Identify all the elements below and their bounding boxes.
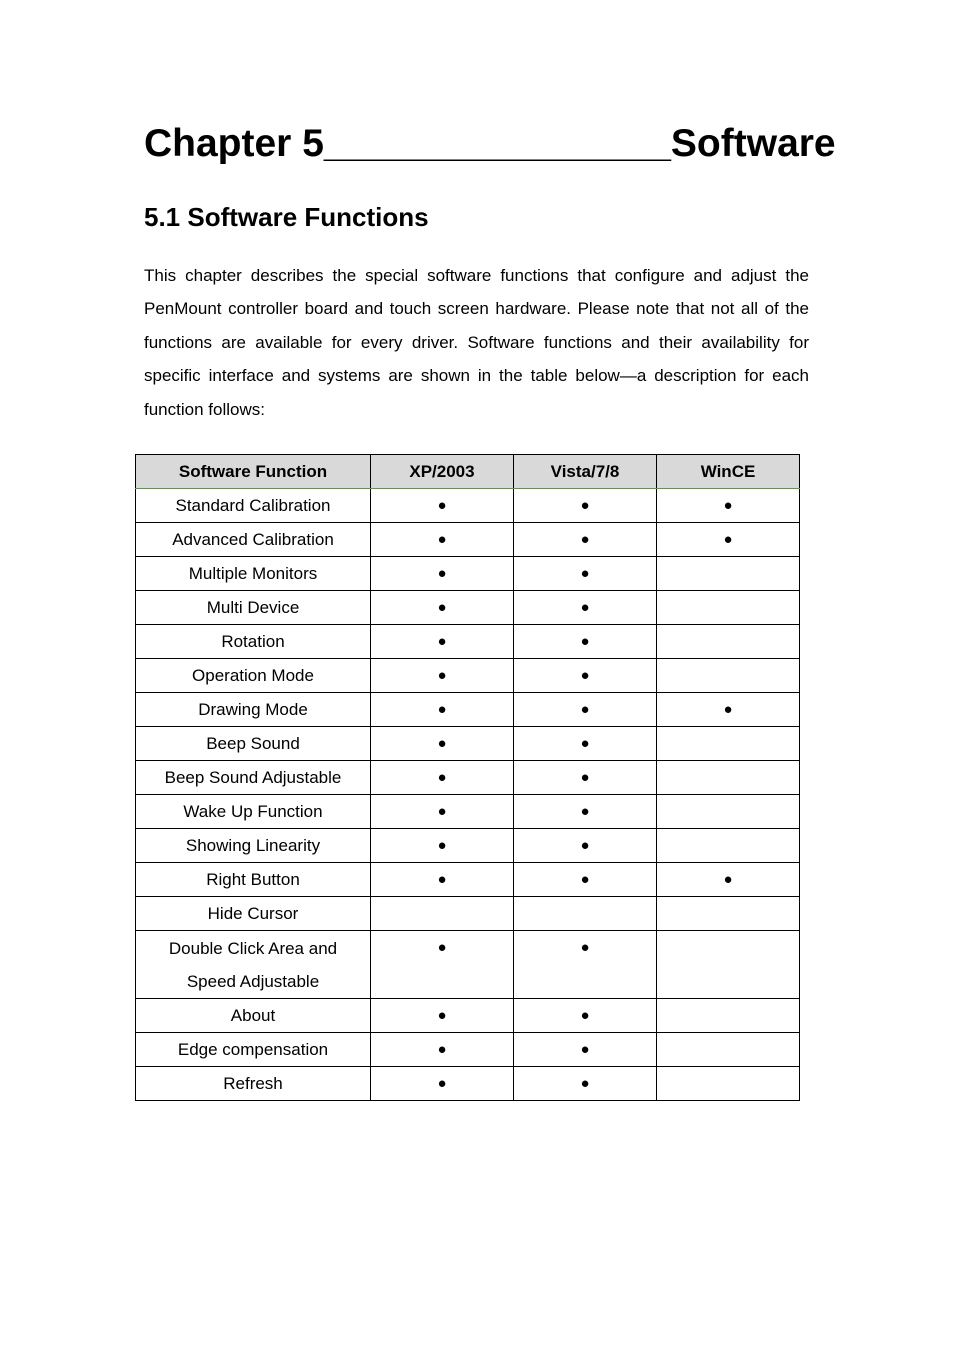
xp-support-mark: ● [371,1033,514,1067]
xp-support-mark [371,897,514,931]
xp-support-mark: ● [371,625,514,659]
vista-support-mark: ● [514,931,657,999]
function-name: Edge compensation [136,1033,371,1067]
wince-support-mark: ● [657,863,800,897]
table-row [136,727,800,761]
function-name: Right Button [136,863,371,897]
function-name: Standard Calibration [136,489,371,523]
table-row [136,829,800,863]
wince-support-mark [657,727,800,761]
xp-support-mark: ● [371,863,514,897]
function-name: Refresh [136,1067,371,1101]
function-name-line: Speed Adjustable [186,971,320,991]
function-name: Wake Up Function [136,795,371,829]
wince-support-mark [657,659,800,693]
wince-support-mark [657,931,800,999]
xp-support-mark: ● [371,693,514,727]
xp-support-mark: ● [371,931,514,999]
wince-support-mark [657,625,800,659]
software-functions-table [135,454,800,1101]
function-name: Beep Sound Adjustable [136,761,371,795]
function-name: Advanced Calibration [136,523,371,557]
vista-support-mark: ● [514,863,657,897]
xp-support-mark: ● [371,795,514,829]
vista-support-mark: ● [514,1033,657,1067]
wince-support-mark [657,591,800,625]
vista-support-mark: ● [514,693,657,727]
wince-support-mark [657,761,800,795]
wince-support-mark [657,557,800,591]
table-row [136,897,800,931]
table-row [136,625,800,659]
wince-support-mark [657,999,800,1033]
table-row [136,489,800,523]
vista-support-mark: ● [514,999,657,1033]
function-name: Multiple Monitors [136,557,371,591]
header-xp-2003: XP/2003 [371,455,514,489]
table-header-row [136,455,800,489]
header-wince: WinCE [657,455,800,489]
function-name: Hide Cursor [136,897,371,931]
wince-support-mark: ● [657,693,800,727]
table-row [136,999,800,1033]
vista-support-mark: ● [514,659,657,693]
function-name: Rotation [136,625,371,659]
vista-support-mark: ● [514,557,657,591]
function-name: Drawing Mode [136,693,371,727]
vista-support-mark: ● [514,795,657,829]
vista-support-mark: ● [514,625,657,659]
vista-support-mark: ● [514,829,657,863]
xp-support-mark: ● [371,727,514,761]
xp-support-mark: ● [371,557,514,591]
chapter-title: Chapter 5________________Software [144,122,836,165]
vista-support-mark: ● [514,489,657,523]
function-name: Operation Mode [136,659,371,693]
vista-support-mark: ● [514,523,657,557]
xp-support-mark: ● [371,761,514,795]
vista-support-mark: ● [514,761,657,795]
intro-paragraph: This chapter describes the special software functions that configure and adjust the PenMount controller board and touch screen hardware. Please note that not all of the functions are available for every driver. Software functions and their availability for specific interface and systems are shown in the table below—a description for each function follows: [144,266,809,419]
vista-support-mark: ● [514,727,657,761]
section-title: 5.1 Software Functions [144,202,429,232]
function-name: Showing Linearity [136,829,371,863]
function-name: About [136,999,371,1033]
header-vista-7-8: Vista/7/8 [514,455,657,489]
xp-support-mark: ● [371,829,514,863]
xp-support-mark: ● [371,489,514,523]
table-row [136,523,800,557]
xp-support-mark: ● [371,591,514,625]
xp-support-mark: ● [371,1067,514,1101]
function-name: Beep Sound [136,727,371,761]
table-row [136,863,800,897]
wince-support-mark [657,1033,800,1067]
vista-support-mark [514,897,657,931]
wince-support-mark: ● [657,523,800,557]
xp-support-mark: ● [371,999,514,1033]
table-row [136,1067,800,1101]
table-row [136,693,800,727]
wince-support-mark: ● [657,489,800,523]
wince-support-mark [657,1067,800,1101]
table-row [136,761,800,795]
table-row [136,1033,800,1067]
function-name-line: Double Click Area and [168,938,338,958]
wince-support-mark [657,829,800,863]
vista-support-mark: ● [514,591,657,625]
table-row [136,591,800,625]
function-name [136,931,371,999]
xp-support-mark: ● [371,523,514,557]
wince-support-mark [657,795,800,829]
table-row [136,795,800,829]
xp-support-mark: ● [371,659,514,693]
header-software-function: Software Function [136,455,371,489]
table-row [136,659,800,693]
wince-support-mark [657,897,800,931]
table-row [136,931,800,999]
vista-support-mark: ● [514,1067,657,1101]
function-name: Multi Device [136,591,371,625]
table-row [136,557,800,591]
